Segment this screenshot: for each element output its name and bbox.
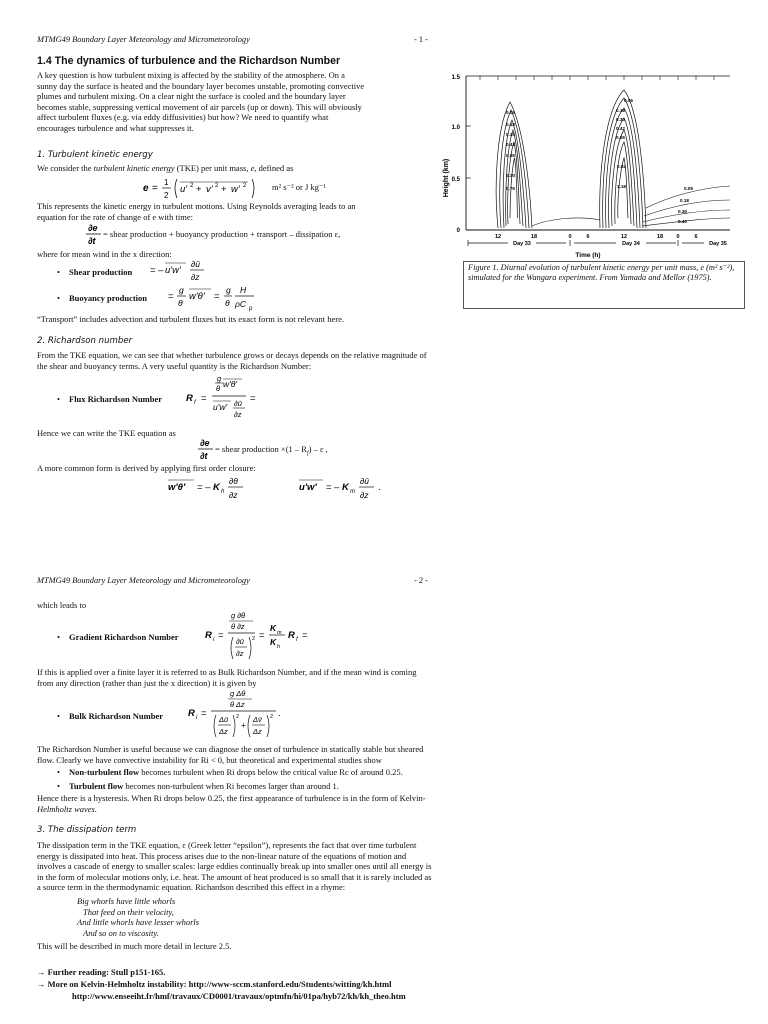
bullet-buoyancy: • Buoyancy production bbox=[57, 293, 148, 303]
svg-text:=: = bbox=[302, 630, 308, 641]
svg-text:∂θ: ∂θ bbox=[229, 476, 238, 486]
svg-text:m: m bbox=[277, 630, 282, 636]
svg-text:f: f bbox=[194, 400, 196, 406]
reynolds-paragraph: This represents the kinetic energy in turbulent motions. Using Reynolds averaging leads to an equation for the rate of change of e with time: bbox=[37, 201, 356, 222]
de-dt-fraction-2 bbox=[196, 437, 216, 461]
svg-text:2: 2 bbox=[164, 191, 169, 200]
figure-caption-box bbox=[463, 261, 745, 309]
svg-text:∂z: ∂z bbox=[360, 490, 369, 500]
svg-text:∂e: ∂e bbox=[88, 223, 98, 233]
svg-text:Δz: Δz bbox=[253, 727, 262, 736]
page-header: MTMG49 Boundary Layer Meteorology and Micrometeorology bbox=[37, 35, 250, 44]
leads-to-line: which leads to bbox=[37, 600, 87, 610]
transport-line: “Transport” includes advection and turbulent fluxes but its exact form is not relevant here. bbox=[37, 314, 345, 324]
bullet-turbulent: • Turbulent flow becomes non-turbulent when Ri becomes larger than around 1. bbox=[57, 781, 339, 791]
bullet-nonturbulent: • Non-turbulent flow becomes turbulent when Ri drops below the critical value Rc of around 0.25. bbox=[57, 767, 403, 777]
svg-text:i: i bbox=[196, 715, 198, 721]
bullet-flux-ri: • Flux Richardson Number bbox=[57, 394, 163, 404]
svg-text:2: 2 bbox=[252, 636, 256, 642]
page-number-2: - 2 - bbox=[414, 576, 428, 585]
svg-text:R: R bbox=[186, 393, 193, 404]
lecture-line: This will be described in much more detail in lecture 2.5. bbox=[37, 941, 232, 951]
day-label: Day 35 bbox=[709, 241, 727, 247]
svg-text:R: R bbox=[205, 630, 212, 641]
tke-contour-figure bbox=[440, 68, 736, 260]
useful-paragraph: The Richardson Number is useful because we can diagnose the onset of turbulence in statically stable but sheared flow. Clearly we have convective instability for Ri < 0, but theoretical and experimental studies show bbox=[37, 744, 424, 765]
bulk-paragraph: If this is applied over a finite layer it is referred to as Bulk Richardson Number, and if the mean wind is coming from any direction (rather than just the x direction) it is given by bbox=[37, 667, 417, 688]
heading-tke: 1. Turbulent kinetic energy bbox=[37, 150, 153, 160]
svg-text:h: h bbox=[277, 644, 281, 650]
contour-label: 0.05 bbox=[684, 186, 693, 191]
svg-text:K: K bbox=[213, 482, 220, 493]
svg-text:v': v' bbox=[206, 184, 213, 195]
contour-label: 1.18 bbox=[617, 184, 626, 189]
svg-text:p: p bbox=[249, 306, 253, 312]
x-axis-label: Time (h) bbox=[575, 252, 601, 259]
svg-text:K: K bbox=[270, 637, 277, 647]
first-order-closure-equations bbox=[166, 474, 396, 502]
x-tick: 18 bbox=[656, 234, 664, 240]
x-tick: 0 bbox=[676, 234, 680, 240]
hysteresis-paragraph: Hence there is a hysteresis. When Ri drops below 0.25, the first appearance of turbulence is in the form of Kelvin- Helmholtz waves. bbox=[37, 793, 426, 814]
bullet-shear: • Shear production bbox=[57, 267, 133, 277]
svg-text:= –: = – bbox=[150, 265, 164, 276]
shear-production-equation bbox=[148, 258, 218, 284]
svg-text:= –: = – bbox=[197, 482, 211, 493]
svg-text:∂ū: ∂ū bbox=[236, 637, 244, 646]
svg-text:i: i bbox=[213, 637, 215, 643]
de-dt-fraction bbox=[84, 222, 104, 246]
kh-link-1[interactable]: → More on Kelvin-Helmholtz instability: http://www-sccm.stanford.edu/Students/witting/kh.html bbox=[37, 979, 392, 989]
svg-text:=: = bbox=[218, 630, 224, 641]
contour-label: 0.76 bbox=[506, 186, 515, 191]
contour-label: 0.30 bbox=[506, 132, 515, 137]
section-title: 1.4 The dynamics of turbulence and the Richardson Number bbox=[37, 55, 341, 67]
svg-text:w'θ': w'θ' bbox=[189, 291, 205, 302]
svg-text:g: g bbox=[226, 285, 231, 295]
svg-text:u': u' bbox=[180, 184, 188, 195]
svg-text:∂t: ∂t bbox=[88, 236, 96, 246]
svg-text:θ: θ bbox=[216, 384, 221, 393]
svg-text:Δū: Δū bbox=[219, 715, 229, 724]
svg-text:∂ū: ∂ū bbox=[234, 399, 242, 408]
svg-text:2: 2 bbox=[243, 183, 247, 189]
figure-caption: Figure 1. Diurnal evolution of turbulent kinetic energy per unit mass, e (m² s⁻²), simulated for the Wangara experiment. From Yamada and Mellor (1975). bbox=[468, 263, 735, 283]
svg-text:u'w': u'w' bbox=[299, 482, 317, 493]
contour-label: 0.30 bbox=[678, 209, 687, 214]
svg-text:+: + bbox=[196, 184, 202, 195]
svg-text:g ∂θ: g ∂θ bbox=[231, 611, 246, 620]
heading-richardson: 2. Richardson number bbox=[37, 336, 133, 346]
contour-label: 0.92 bbox=[617, 164, 626, 169]
contour-label: 0.05 bbox=[506, 110, 515, 115]
contour-label: 0.55 bbox=[506, 153, 515, 158]
intro-paragraph: A key question is how turbulent mixing is affected by the stability of the atmosphere. On a sunny day the surface is heated and the boundary layer becomes unstable, promoting convective plumes and turbulent mixing. On a clear night the surface is cooled and the boundary layer becomes stable, suppressing vertical movement of air parcels (up or down). This will obviously affect turbulent fluxes (e.g. via eddy diffusivities) but how? We need to quantify what encourages turbulence and what suppresses it. bbox=[37, 70, 365, 133]
x-tick: 0 bbox=[568, 234, 572, 240]
svg-text:e: e bbox=[143, 183, 149, 194]
svg-text:θ: θ bbox=[225, 298, 230, 308]
svg-text:2: 2 bbox=[236, 714, 240, 720]
tke-rewrite: = shear production $\times(1 - R_f) - \varepsilon$ , bbox=[215, 444, 328, 457]
svg-text:∂t: ∂t bbox=[200, 451, 208, 461]
svg-text:Δz: Δz bbox=[219, 727, 228, 736]
svg-text:Δv̄: Δv̄ bbox=[253, 715, 262, 724]
contour-label: 0.42 bbox=[506, 142, 515, 147]
flux-richardson-equation bbox=[184, 374, 264, 424]
svg-text:=: = bbox=[168, 291, 174, 302]
gradient-richardson-equation bbox=[203, 610, 313, 664]
svg-text:w'θ': w'θ' bbox=[223, 379, 237, 389]
svg-text:g Δθ: g Δθ bbox=[230, 689, 246, 698]
svg-text:2: 2 bbox=[215, 183, 219, 189]
svg-text:.: . bbox=[378, 482, 381, 493]
closure-line: A more common form is derived by applying first order closure: bbox=[37, 463, 256, 473]
svg-text:=: = bbox=[250, 393, 256, 404]
svg-text:θ ∂z: θ ∂z bbox=[231, 622, 245, 631]
hence-line: Hence we can write the TKE equation as bbox=[37, 428, 176, 438]
bulk-richardson-equation bbox=[186, 688, 286, 744]
contour-label: 0.30 bbox=[616, 117, 625, 122]
svg-text:R: R bbox=[188, 708, 195, 719]
svg-text:g: g bbox=[179, 285, 184, 295]
contour-label: 0.55 bbox=[616, 135, 625, 140]
y-tick: 1.0 bbox=[451, 125, 460, 131]
svg-text:f: f bbox=[296, 637, 298, 643]
contour-label: 0.18 bbox=[680, 198, 689, 203]
contour-label: 0.05 bbox=[624, 98, 633, 103]
svg-text:K: K bbox=[342, 482, 349, 493]
y-tick: 1.5 bbox=[451, 75, 460, 81]
svg-text:m: m bbox=[350, 489, 355, 495]
tke-intro: We consider the turbulent kinetic energy (TKE) per unit mass, e, defined as bbox=[37, 163, 294, 173]
page-header-2: MTMG49 Boundary Layer Meteorology and Micrometeorology bbox=[37, 576, 250, 585]
svg-text:g: g bbox=[217, 374, 222, 383]
kh-link-2[interactable]: http://www.enseeiht.fr/hmf/travaux/CD0001/travaux/optmfn/hi/01pa/hyb72/kh/kh_theo.htm bbox=[72, 991, 406, 1001]
svg-text:∂ū: ∂ū bbox=[191, 259, 200, 269]
svg-text:∂z: ∂z bbox=[229, 490, 238, 500]
svg-text:+: + bbox=[241, 720, 246, 730]
x-tick: 12 bbox=[494, 234, 502, 240]
svg-text:h: h bbox=[221, 489, 225, 495]
richardson-rhyme: Big whorls have little whorls That feed on their velocity, And little whorls have lesser whorls And so on to viscosity. bbox=[77, 896, 200, 938]
svg-text:.: . bbox=[278, 708, 281, 719]
svg-text:u'w': u'w' bbox=[165, 265, 181, 276]
x-tick: 6 bbox=[586, 234, 590, 240]
svg-text:∂ū: ∂ū bbox=[360, 476, 369, 486]
svg-text:+: + bbox=[221, 184, 227, 195]
svg-text:θ: θ bbox=[178, 298, 183, 308]
heading-dissipation: 3. The dissipation term bbox=[37, 825, 137, 835]
contour-label: 0.18 bbox=[616, 108, 625, 113]
svg-text:∂z: ∂z bbox=[191, 272, 200, 282]
further-reading-link[interactable]: → Further reading: Stull p151-165. bbox=[37, 967, 166, 977]
svg-text:=: = bbox=[259, 630, 265, 641]
tke-definition-equation bbox=[140, 175, 280, 201]
x-tick: 12 bbox=[620, 234, 628, 240]
svg-text:θ Δz: θ Δz bbox=[230, 700, 245, 709]
svg-text:=: = bbox=[201, 708, 207, 719]
contour-label: 0.30 bbox=[506, 173, 515, 178]
day-label: Day 34 bbox=[622, 241, 640, 247]
svg-text:w': w' bbox=[231, 184, 240, 195]
dissipation-paragraph: The dissipation term in the TKE equation, ε (Greek letter “epsilon”), represents the fact that over time turbulent energy is dissipated into heat. This process arises due to the non-linear nature of the equations of motion and involves a cascade of energy to smaller scales: large eddies continually break up into smaller ones until all energy is in the form of molecular motions only, i.e. heat. The amount of heat produced is so small that it is rarely included as a source term in the thermodynamic equation. Richardson described this effect in a rhyme: bbox=[37, 840, 432, 893]
svg-text:∂e: ∂e bbox=[200, 438, 210, 448]
svg-text:1: 1 bbox=[164, 178, 169, 187]
contour-label: 0.18 bbox=[506, 122, 515, 127]
y-tick: 0 bbox=[456, 228, 460, 234]
mean-wind-line: where for mean wind in the x direction: bbox=[37, 249, 172, 259]
svg-text:2: 2 bbox=[270, 714, 274, 720]
buoyancy-production-equation bbox=[166, 284, 256, 312]
page-number: - 1 - bbox=[414, 35, 428, 44]
svg-text:2: 2 bbox=[190, 183, 194, 189]
svg-text:R: R bbox=[288, 630, 295, 641]
svg-text:w'θ': w'θ' bbox=[168, 482, 186, 493]
svg-text:ρC: ρC bbox=[235, 299, 247, 309]
richardson-intro: From the TKE equation, we can see that whether turbulence grows or decays depends on the relative magnitude of the shear and buoyancy terms. A very useful quantity is the Richardson Number: bbox=[37, 350, 427, 371]
svg-text:∂z: ∂z bbox=[234, 410, 242, 419]
svg-text:=: = bbox=[201, 393, 207, 404]
bullet-bulk-ri: • Bulk Richardson Number bbox=[57, 711, 163, 721]
contour-label: 0.40 bbox=[678, 219, 687, 224]
svg-text:u'w': u'w' bbox=[213, 402, 228, 412]
tke-units: m² s⁻² or J kg⁻¹ bbox=[272, 182, 326, 192]
svg-text:= –: = – bbox=[326, 482, 340, 493]
svg-text:=: = bbox=[152, 183, 158, 194]
bullet-gradient-ri: • Gradient Richardson Number bbox=[57, 632, 179, 642]
contour-label: 0.42 bbox=[616, 126, 625, 131]
svg-text:K: K bbox=[270, 623, 277, 633]
svg-text:=: = bbox=[214, 291, 220, 302]
y-axis-label: Height (km) bbox=[443, 158, 450, 198]
y-tick: 0.5 bbox=[451, 177, 460, 183]
day-label: Day 33 bbox=[513, 241, 531, 247]
x-tick: 18 bbox=[530, 234, 538, 240]
svg-text:∂z: ∂z bbox=[236, 649, 244, 658]
tke-budget-terms: = shear production + buoyancy production + transport – dissipation ε, bbox=[103, 229, 341, 239]
svg-text:H: H bbox=[240, 285, 247, 295]
x-tick: 6 bbox=[694, 234, 698, 240]
